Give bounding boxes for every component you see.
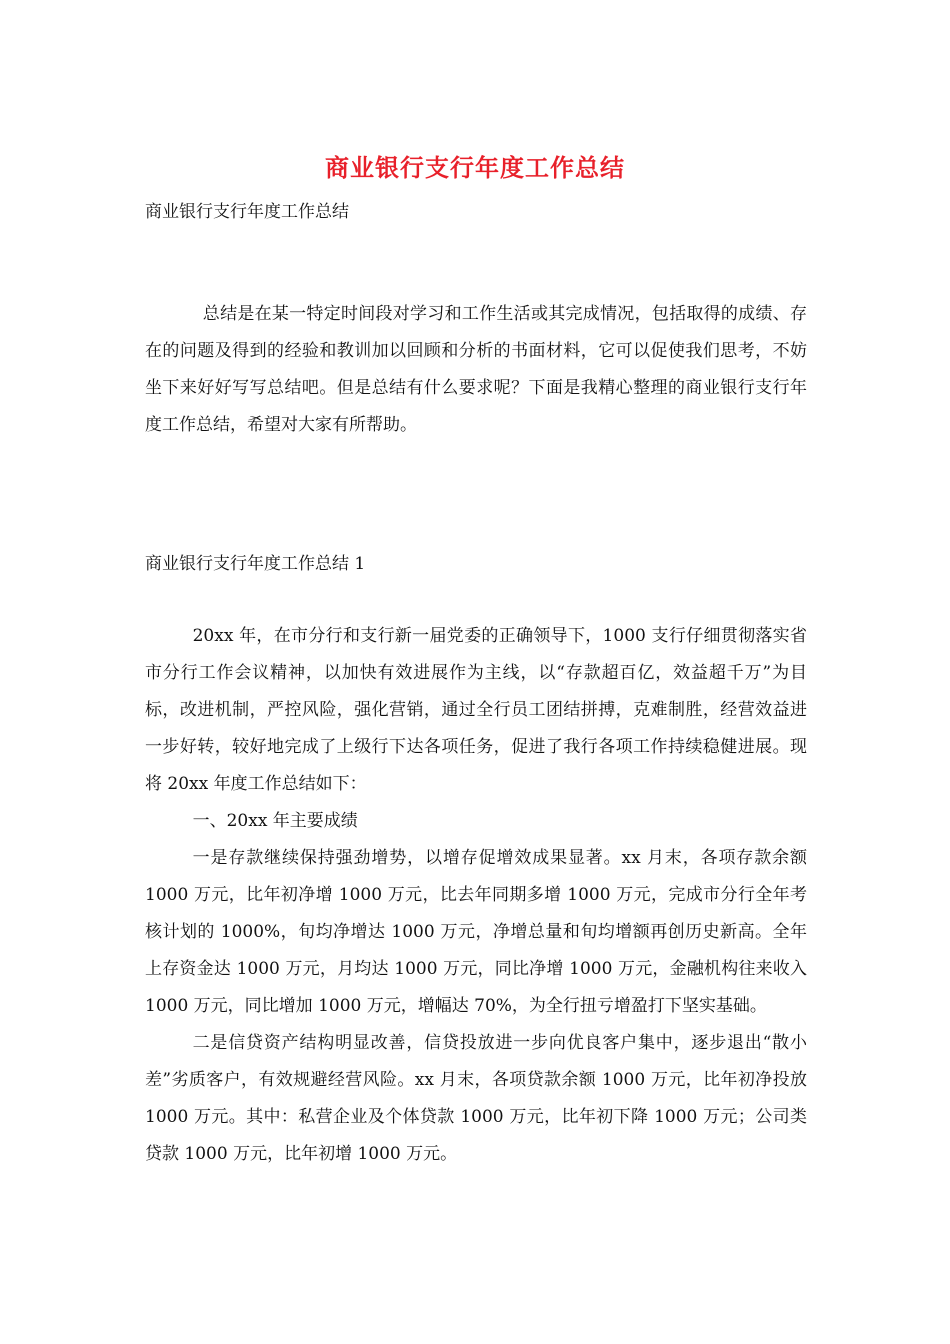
body-heading: 一、20xx 年主要成绩	[192, 811, 358, 831]
body-paragraph: 二是信贷资产结构明显改善，信贷投放进一步向优良客户集中，逐步退出“散小差”劣质客户，有效规避经营风险。xx 月末，各项贷款余额 1000 万元，比年初净投放 1000 万元。其中：私营企业及个体贷款 1000 万元，比年初下降 1000 万元；公司类贷款 1000 万元，比年初增 1000 万元。	[145, 1033, 807, 1164]
body-paragraph: 一是存款继续保持强劲增势，以增存促增效成果显著。xx 月末，各项存款余额 1000 万元，比年初净增 1000 万元，比去年同期多增 1000 万元，完成市分行全年考核计划的 1000%，旬均净增达 1000 万元，净增总量和旬均增额再创历史新高。全年上存资金达 1000 万元，月均达 1000 万元，同比净增 1000 万元，金融机构往来收入 1000 万元，同比增加 1000 万元，增幅达 70%，为全行扭亏增盈打下坚实基础。	[145, 848, 808, 1016]
intro-paragraph: 总结是在某一特定时间段对学习和工作生活或其完成情况，包括取得的成绩、存在的问题及得到的经验和教训加以回顾和分析的书面材料，它可以促使我们思考，不妨坐下来好好写写总结吧。但是总结有什么要求呢？下面是我精心整理的商业银行支行年度工作总结，希望对大家有所帮助。	[145, 304, 807, 435]
document-subtitle: 商业银行支行年度工作总结	[145, 202, 349, 222]
document-title: 商业银行支行年度工作总结	[325, 154, 625, 182]
section-title: 商业银行支行年度工作总结 1	[145, 554, 366, 574]
section-body	[145, 618, 807, 1173]
body-paragraph: 20xx 年，在市分行和支行新一届党委的正确领导下，1000 支行仔细贯彻落实省市分行工作会议精神，以加快有效进展作为主线，以“存款超百亿，效益超千万”为目标，改进机制，严控风险，强化营销，通过全行员工团结拼搏，克难制胜，经营效益进一步好转，较好地完成了上级行下达各项任务，促进了我行各项工作持续稳健进展。现将 20xx 年度工作总结如下：	[145, 626, 807, 794]
